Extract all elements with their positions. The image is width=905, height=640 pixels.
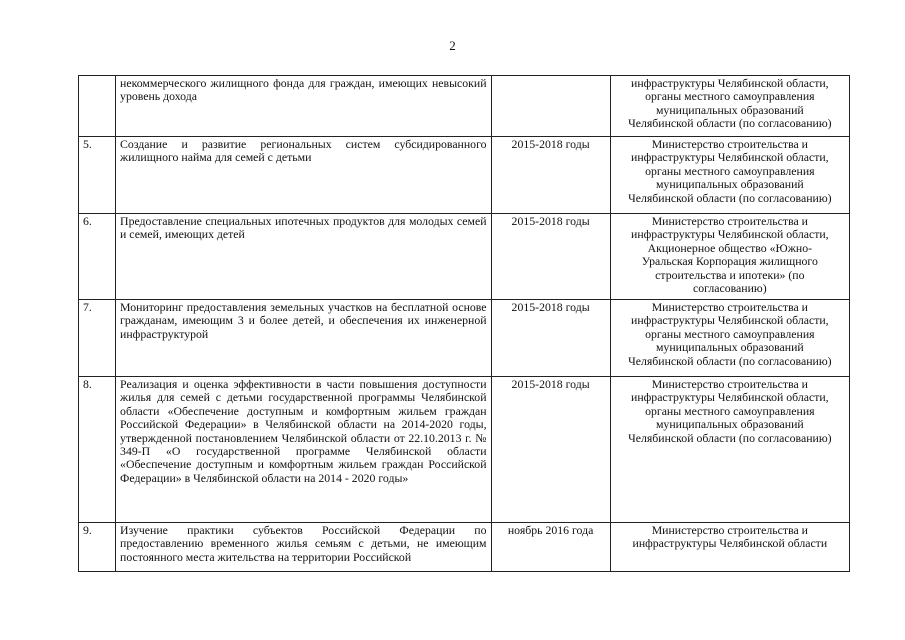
term-cell: 2015-2018 годы: [491, 214, 610, 300]
responsible-cell: [610, 137, 849, 214]
measure-cell: Создание и развитие региональных систем субсидированного жилищного найма для семей с детьми: [116, 137, 491, 214]
responsible-cell: [610, 300, 849, 377]
row-number-cell: [79, 76, 116, 137]
responsible-cell: [610, 523, 849, 572]
responsible-cell: [610, 76, 849, 137]
responsible-text: Министерство строительства и инфраструктуры Челябинской области, органы местного самоуправления муниципальных образований Челябинской области (по согласованию): [628, 377, 832, 445]
term-cell: [491, 76, 610, 137]
table-row: [79, 523, 850, 572]
responsible-text: Министерство строительства и инфраструктуры Челябинской области, Акционерное общество «Южно- Уральская Корпорация жилищного строительства и ипотеки» (по согласованию): [631, 214, 829, 296]
table-row: [79, 214, 850, 300]
responsible-text: Министерство строительства и инфраструктуры Челябинской области, органы местного самоуправления муниципальных образований Челябинской области (по согласованию): [628, 137, 832, 205]
page-number: 2: [449, 38, 456, 53]
table-row: [79, 300, 850, 377]
table-row: [79, 377, 850, 523]
measure-cell: некоммерческого жилищного фонда для граждан, имеющих невысокий уровень дохода: [116, 76, 491, 137]
responsible-text: Министерство строительства и инфраструктуры Челябинской области: [632, 523, 828, 551]
row-number-cell: 7.: [79, 300, 116, 377]
measure-cell: Изучение практики субъектов Российской Федерации по предоставлению временного жилья семьям с детьми, не имеющим постоянного места жительства на территории Российской: [116, 523, 491, 572]
term-cell: 2015-2018 годы: [491, 300, 610, 377]
measure-cell: Реализация и оценка эффективности в части повышения доступности жилья для семей с детьми государственной программы Челябинской области «Обеспечение доступным и комфортным жильем граждан Российской Федерации» в Челябинской области на 2014-2020 годы, утвержденной постановлением Челябинской области от 22.10.2013 г. № 349-П «О государственной программе Челябинской области «Обеспечение доступным и комфортным жильем граждан Российской Федерации» в Челябинской области на 2014 - 2020 годы»: [116, 377, 491, 523]
responsible-cell: [610, 214, 849, 300]
term-cell: ноябрь 2016 года: [491, 523, 610, 572]
row-number-cell: 8.: [79, 377, 116, 523]
term-cell: 2015-2018 годы: [491, 377, 610, 523]
responsible-cell: [610, 377, 849, 523]
table-row-continuation: [79, 76, 850, 137]
row-number-cell: 5.: [79, 137, 116, 214]
responsible-text: инфраструктуры Челябинской области, органы местного самоуправления муниципальных образований Челябинской области (по согласованию): [628, 76, 832, 131]
term-cell: 2015-2018 годы: [491, 137, 610, 214]
row-number-cell: 6.: [79, 214, 116, 300]
measure-cell: Мониторинг предоставления земельных участков на бесплатной основе гражданам, имеющим 3 и более детей, и обеспечения их инженерной инфраструктурой: [116, 300, 491, 377]
measure-cell: Предоставление специальных ипотечных продуктов для молодых семей и семей, имеющих детей: [116, 214, 491, 300]
responsible-text: Министерство строительства и инфраструктуры Челябинской области, органы местного самоуправления муниципальных образований Челябинской области (по согласованию): [628, 300, 832, 368]
table-row: [79, 137, 850, 214]
measures-table: [78, 75, 850, 572]
row-number-cell: 9.: [79, 523, 116, 572]
